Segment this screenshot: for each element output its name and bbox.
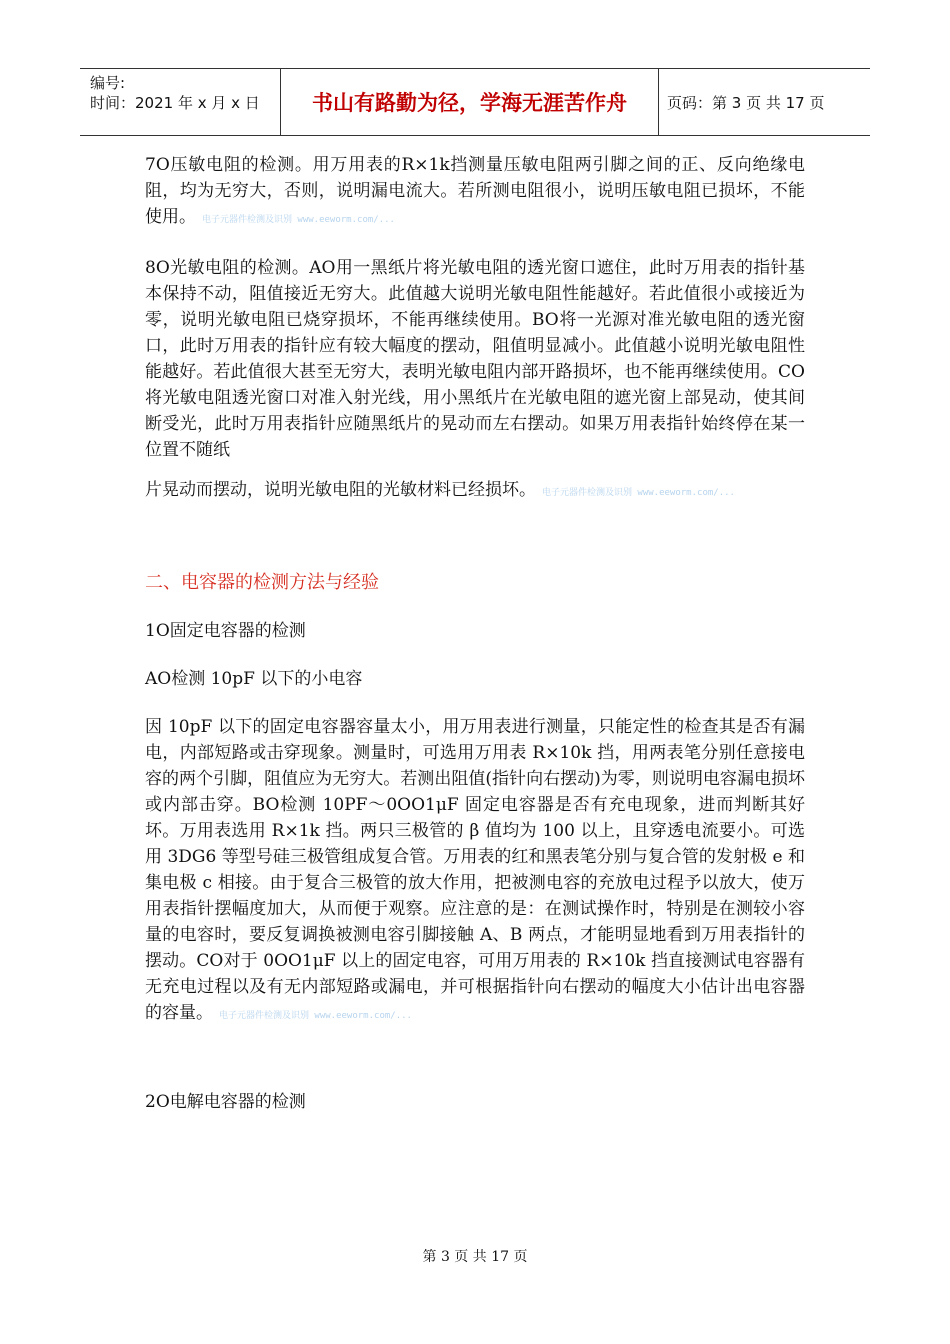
document-date: 时间：2021 年 x 月 x 日	[90, 94, 260, 112]
document-number-label: 编号:	[90, 74, 126, 92]
document-body	[145, 152, 805, 1137]
header-meta	[80, 69, 281, 135]
subheading-electrolytic-capacitor: 2O电解电容器的检测	[145, 1092, 306, 1112]
header-page-info: 页码：第 3 页 共 17 页	[667, 93, 825, 112]
watermark-link: 电子元器件检测及识别 www.eeworm.com/...	[202, 215, 395, 225]
watermark-link: 电子元器件检测及识别 www.eeworm.com/...	[219, 1011, 412, 1021]
paragraph-capacitor-test-text: 因 10pF 以下的固定电容器容量太小，用万用表进行测量，只能定性的检查其是否有漏电，内部短路或击穿现象。测量时，可选用万用表 R×10k 挡，用两表笔分别任意接电容的两个引脚，阻值应为无穷大。若测出阻值(指针向右摆动)为零，则说明电容漏电损坏或内部击穿。BO检测 10PF～0OO1μF 固定电容器是否有充电现象，进而判断其好坏。万用表选用 R×1k 挡。两只三极管的 β 值均为 100 以上，且穿透电流要小。可选用 3DG6 等型号硅三极管组成复合管。万用表的红和黑表笔分别与复合管的发射极 e 和集电极 c 相接。由于复合三极管的放大作用，把被测电容的充放电过程予以放大，使万用表指针摆幅度加大，从而便于观察。应注意的是：在测试操作时，特别是在测较小容量的电容时，要反复调换被测电容引脚接触 A、B 两点，才能明显地看到万用表指针的摆动。CO对于 0OO1μF 以上的固定电容，可用万用表的 R×10k 挡直接测试电容器有无充电过程以及有无内部短路或漏电，并可根据指针向右摆动的幅度大小估计出电容器的容量。	[145, 717, 805, 1023]
header-motto: 书山有路勤为径，学海无涯苦作舟	[281, 69, 659, 135]
page-footer: 第 3 页 共 17 页	[422, 1249, 528, 1265]
paragraph-photoresistor	[145, 255, 805, 463]
watermark-link: 电子元器件检测及识别 www.eeworm.com/...	[542, 488, 735, 498]
subheading-small-capacitor: AO检测 10pF 以下的小电容	[145, 669, 363, 689]
paragraph-capacitor-test	[145, 714, 805, 1029]
paragraph-varistor-text: 7O压敏电阻的检测。用万用表的R×1k挡测量压敏电阻两引脚之间的正、反向绝缘电阻，均为无穷大，否则，说明漏电流大。若所测电阻很小，说明压敏电阻已损坏，不能使用。	[145, 155, 805, 227]
paragraph-photoresistor-cont	[145, 477, 805, 506]
section-heading-capacitor: 二、电容器的检测方法与经验	[145, 572, 379, 593]
paragraph-varistor	[145, 152, 805, 233]
paragraph-photoresistor-text: 8O光敏电阻的检测。AO用一黑纸片将光敏电阻的透光窗口遮住，此时万用表的指针基本保持不动，阻值接近无穷大。此值越大说明光敏电阻性能越好。若此值很小或接近为零，说明光敏电阻已烧穿损坏，不能再继续使用。BO将一光源对准光敏电阻的透光窗口，此时万用表的指针应有较大幅度的摆动，阻值明显减小。此值越小说明光敏电阻性能越好。若此值很大甚至无穷大，表明光敏电阻内部开路损坏，也不能再继续使用。CO将光敏电阻透光窗口对准入射光线，用小黑纸片在光敏电阻的遮光窗上部晃动，使其间断受光，此时万用表指针应随黑纸片的晃动而左右摆动。如果万用表指针始终停在某一位置不随纸	[145, 258, 805, 460]
page-header	[80, 68, 870, 136]
subheading-fixed-capacitor: 1O固定电容器的检测	[145, 621, 306, 641]
paragraph-photoresistor-cont-text: 片晃动而摆动，说明光敏电阻的光敏材料已经损坏。	[145, 480, 536, 500]
